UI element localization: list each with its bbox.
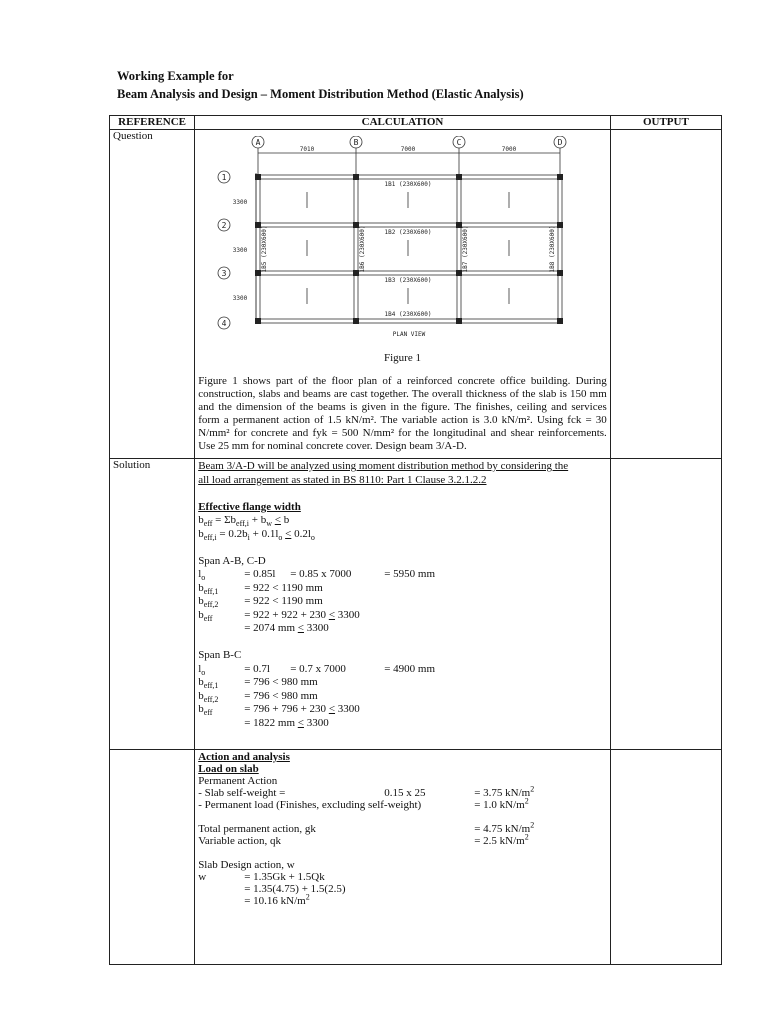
calculation-cell [195,130,611,459]
span-abcd-beff: $b_{eff}$ = 922 + 922 + 230 < 3300 [198,608,360,623]
span-dim-cd: 7000 [501,146,517,153]
span-bc-beff: $b_{eff}$ = 796 + 796 + 230 < 3300 [198,703,360,718]
slab-span-arrows [307,192,509,304]
calculation-table [109,115,722,965]
beam-label-1b4: 1B4 (230X600) [384,311,432,318]
table-header-row [110,116,722,130]
load-on-slab-heading: Load on slab [198,763,259,775]
calculation-cell [195,459,611,750]
beam-label-1b3: 1B3 (230X600) [384,277,432,284]
span-bc-beff1: $b_{eff,1}$ = 796 < 980 mm [198,676,318,691]
beam-label-1b6: 1B6 (230X600) [359,225,367,273]
formula-beff: $b_{eff} = \Sigma b_{eff,i} + b_w < b$ [198,514,290,529]
permanent-action-heading: Permanent Action [198,775,278,787]
grid-label-c: C [456,138,462,147]
grid-label-4: 4 [221,319,227,328]
span-bc-beff2: $b_{eff,2}$ = 796 < 980 mm [198,689,318,704]
grid-label-3: 3 [221,269,227,278]
output-cell [610,750,721,965]
row-dim-34: 3300 [232,295,248,302]
permanent-load-line: - Permanent load (Finishes, excluding self-weight) = 1.0 $kN/m^2$ [198,796,529,811]
grid-label-2: 2 [221,221,227,230]
output-cell [610,130,721,459]
header-reference: REFERENCE [110,116,195,130]
floor-plan-drawing [198,136,588,342]
question-description: Figure 1 shows part of the floor plan of a reinforced concrete office building. During construction, slabs and beams are cast together. The overall thickness of the slab is 150 mm and the dimension of the beams is given in the figure. The finishes, ceiling and services form a permanent action of 1.5 kN/m². The variable action is 3.0 kN/m². Using fck = 30 N/mm² for concrete and fyk = 500 N/mm² for the longitudinal and shear reinforcements. Use 25 mm for nominal concrete cover. Design beam 3/A-D. [198,375,607,452]
plan-view-label: PLAN VIEW [392,331,426,338]
grid-label-d: D [557,138,563,147]
reference-solution: Solution [113,459,151,471]
span-abcd-heading: Span A-B, C-D [198,554,266,567]
table-row-action [110,750,722,965]
output-cell [610,459,721,750]
span-bc-heading: Span B-C [198,649,242,661]
solution-intro-line1: Beam 3/A-D will be analyzed using moment distribution method by considering the [198,460,569,472]
slab-self-weight-line: - Slab self-weight = 0.15 x 25 = 3.75 $kN/m^2$ [198,784,535,799]
header-output: OUTPUT [610,116,721,130]
beam-label-1b2: 1B2 (230X600) [384,229,432,236]
span-abcd-lo: $l_o$ = 0.85l = 0.85 x 7000 = 5950 mm [198,568,436,583]
design-action-formula: w = 1.35Gk + 1.5Qk [198,871,325,883]
reference-cell [110,130,195,459]
solution-intro-line2: all load arrangement as stated in BS 8110: Part 1 Clause 3.2.1.2.2 [198,473,487,486]
design-action-substitution: = 1.35(4.75) + 1.5(2.5) [244,883,346,895]
grid-label-a: A [255,138,261,147]
document-title-line2: Beam Analysis and Design – Moment Distribution Method (Elastic Analysis) [117,87,524,101]
document-title-line1: Working Example for [117,69,234,83]
table-row-question [110,130,722,459]
span-abcd-beff-result: = 2074 mm < 3300 [244,622,329,634]
row-dim-12: 3300 [232,199,248,206]
effective-flange-heading: Effective flange width [198,500,301,513]
beam-label-1b1: 1B1 (230X600) [384,181,432,188]
header-calculation: CALCULATION [195,116,611,130]
reference-cell [110,459,195,750]
variable-action-line: Variable action, qk = 2.5 $kN/m^2$ [198,832,529,847]
grid-label-1: 1 [221,173,227,182]
table-row-solution [110,459,722,750]
beam-label-1b8: 1B8 (230X600) [549,225,557,273]
action-analysis-heading: Action and analysis [198,751,290,763]
span-bc-beff-result: = 1822 mm < 3300 [244,716,329,729]
total-permanent-action-line: Total permanent action, gk = 4.75 $kN/m^2$ [198,820,535,835]
formula-beffi: $b_{eff,i} = 0.2b_i + 0.1l_o < 0.2l_o$ [198,527,315,542]
floor-plan-figure [198,136,607,342]
calculation-cell [195,750,611,965]
span-dim-ab: 7010 [299,146,315,153]
span-dim-bc: 7000 [400,146,416,153]
beam-label-1b5: 1B5 (230X600) [261,225,269,273]
span-bc-lo: $l_o$ = 0.7l = 0.7 x 7000 = 4900 mm [198,662,436,677]
beam-lines [256,175,562,323]
beam-label-1b7: 1B7 (230X600) [462,225,470,273]
reference-question: Question [113,130,153,142]
reference-cell [110,750,195,965]
slab-design-action-heading: Slab Design action, w [198,859,295,871]
row-dim-23: 3300 [232,247,248,254]
design-action-result: = 10.16 $kN/m^2$ [244,892,310,907]
span-abcd-beff1: $b_{eff,1}$ = 922 < 1190 mm [198,581,323,596]
span-abcd-beff2: $b_{eff,2}$ = 922 < 1190 mm [198,595,323,610]
grid-label-b: B [353,138,359,147]
figure-caption: Figure 1 [384,352,421,364]
